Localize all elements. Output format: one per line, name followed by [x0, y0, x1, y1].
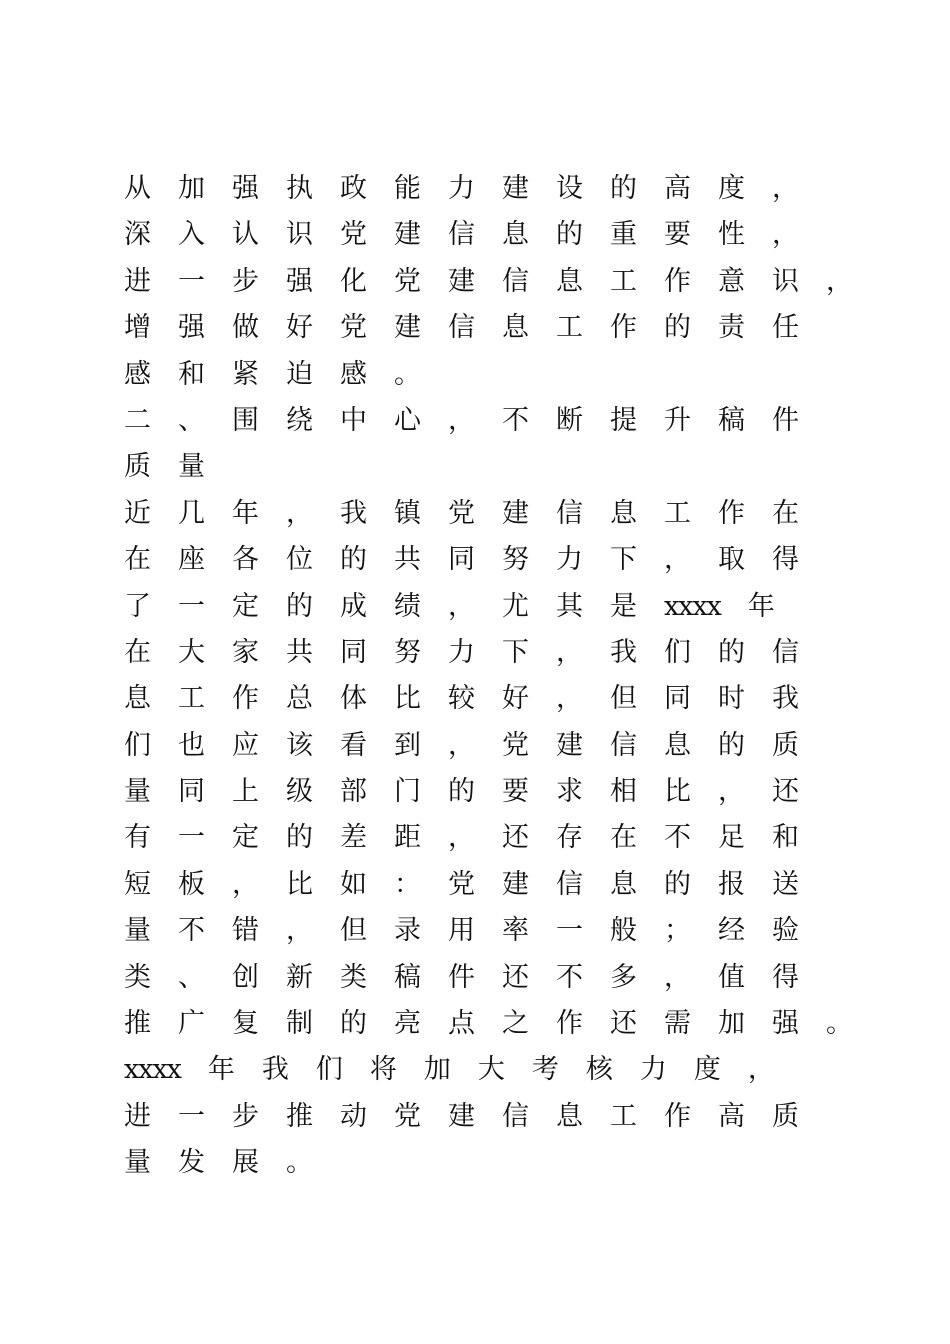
text-glyph: ，	[556, 683, 583, 715]
text-glyph: 和	[772, 822, 799, 854]
text-glyph: 多	[610, 961, 637, 993]
text-glyph: 识	[286, 219, 313, 251]
text-glyph: 类	[124, 961, 151, 993]
text-glyph: 质	[772, 729, 799, 761]
text-glyph: 将	[369, 1054, 397, 1086]
text-glyph: 新	[286, 961, 313, 993]
text-line	[124, 630, 814, 676]
text-glyph: 同	[448, 544, 475, 576]
section-heading-line	[124, 444, 814, 490]
text-glyph: 尤	[502, 590, 529, 622]
text-glyph: 在	[772, 497, 799, 529]
text-glyph: 力	[639, 1054, 667, 1086]
text-glyph: 率	[502, 915, 529, 947]
text-glyph: 在	[124, 544, 151, 576]
text-glyph: 稿	[718, 404, 745, 436]
text-glyph: 量	[124, 776, 151, 808]
text-glyph: 值	[718, 961, 745, 993]
text-glyph: 建	[556, 729, 583, 761]
text-glyph: 各	[232, 544, 259, 576]
text-glyph: 得	[772, 544, 799, 576]
text-glyph: 工	[178, 683, 205, 715]
text-glyph: 同	[178, 776, 205, 808]
text-glyph: ，	[664, 961, 691, 993]
text-glyph: 提	[610, 404, 637, 436]
text-glyph: 进	[124, 265, 151, 297]
text-glyph: 息	[124, 683, 151, 715]
text-glyph: 围	[232, 404, 259, 436]
text-glyph: ，	[448, 404, 475, 436]
text-glyph: 。	[394, 358, 421, 390]
text-glyph: 心	[394, 404, 421, 436]
text-glyph: 迫	[286, 358, 313, 390]
text-line	[124, 769, 814, 815]
text-glyph: 大	[477, 1054, 505, 1086]
text-glyph: 识	[772, 265, 799, 297]
text-glyph: 信	[502, 1100, 529, 1132]
text-glyph: 制	[286, 1008, 313, 1040]
text-glyph: 强	[178, 312, 205, 344]
text-glyph: 比	[664, 776, 691, 808]
text-glyph: 考	[531, 1054, 559, 1086]
text-glyph: 定	[232, 822, 259, 854]
text-glyph: 量	[124, 915, 151, 947]
text-glyph: 位	[286, 544, 313, 576]
text-line	[124, 212, 814, 258]
text-glyph: 能	[394, 173, 421, 204]
text-glyph: 但	[340, 915, 367, 947]
text-glyph: ，	[232, 868, 259, 900]
text-glyph: 录	[394, 915, 421, 947]
text-glyph: 需	[664, 1008, 691, 1040]
text-glyph: 力	[556, 544, 583, 576]
text-glyph: 步	[232, 265, 259, 297]
text-glyph: 部	[340, 776, 367, 808]
text-glyph: 断	[556, 404, 583, 436]
text-glyph: 一	[556, 915, 583, 947]
text-line	[124, 1094, 814, 1140]
text-glyph: 的	[340, 1008, 367, 1040]
text-line	[124, 491, 814, 537]
text-glyph: 核	[585, 1054, 613, 1086]
text-glyph: 送	[772, 868, 799, 900]
text-glyph: 较	[448, 683, 475, 715]
text-glyph: 年	[207, 1054, 235, 1086]
text-glyph: 党	[502, 729, 529, 761]
text-glyph: 板	[178, 868, 205, 900]
text-glyph: 中	[340, 404, 367, 436]
text-glyph: 成	[340, 590, 367, 622]
text-glyph: ，	[448, 822, 475, 854]
text-glyph: 其	[556, 590, 583, 622]
text-glyph: ；	[664, 915, 691, 947]
text-glyph: 要	[502, 776, 529, 808]
text-glyph: 同	[340, 636, 367, 668]
text-glyph: 一	[178, 265, 205, 297]
text-glyph: 验	[772, 915, 799, 947]
text-glyph: 高	[718, 1100, 745, 1132]
text-glyph: 量	[124, 1147, 151, 1179]
text-glyph: 般	[610, 915, 637, 947]
text-glyph: 一	[178, 822, 205, 854]
text-glyph: 度	[718, 173, 745, 204]
text-glyph: 亮	[394, 1008, 421, 1040]
text-glyph: 息	[556, 1100, 583, 1132]
text-glyph: 意	[718, 265, 745, 297]
text-glyph: 存	[556, 822, 583, 854]
text-line	[124, 815, 814, 861]
text-glyph: xxxx	[664, 590, 721, 622]
text-glyph: 错	[232, 915, 259, 947]
text-glyph: 信	[502, 265, 529, 297]
text-glyph: 息	[610, 868, 637, 900]
text-glyph: 下	[610, 544, 637, 576]
text-glyph: 的	[718, 729, 745, 761]
text-glyph: 但	[610, 683, 637, 715]
text-glyph: 报	[718, 868, 745, 900]
text-glyph: 共	[394, 544, 421, 576]
text-glyph: 家	[232, 636, 259, 668]
text-glyph: 相	[610, 776, 637, 808]
text-line	[124, 1140, 814, 1186]
text-glyph: 作	[232, 683, 259, 715]
text-line	[124, 259, 853, 305]
text-glyph: 我	[610, 636, 637, 668]
text-glyph: 绕	[286, 404, 313, 436]
text-glyph: 党	[448, 868, 475, 900]
text-glyph: 信	[556, 868, 583, 900]
text-glyph: 推	[124, 1008, 151, 1040]
text-glyph: 我	[261, 1054, 289, 1086]
text-glyph: 党	[448, 497, 475, 529]
text-glyph: 信	[610, 729, 637, 761]
text-glyph: 作	[664, 1100, 691, 1132]
text-glyph: 看	[340, 729, 367, 761]
text-glyph: 工	[610, 265, 637, 297]
text-glyph: 执	[286, 173, 313, 204]
text-glyph: 的	[286, 590, 313, 622]
text-line	[124, 1047, 814, 1093]
text-glyph: 到	[394, 729, 421, 761]
text-glyph: 二	[124, 404, 151, 436]
text-line	[124, 676, 814, 722]
text-glyph: 设	[556, 173, 583, 204]
text-glyph: 建	[502, 497, 529, 529]
text-glyph: 度	[693, 1054, 721, 1086]
text-glyph: 信	[556, 497, 583, 529]
text-glyph: 类	[340, 961, 367, 993]
text-glyph: ，	[718, 776, 745, 808]
text-glyph: 还	[502, 961, 529, 993]
text-glyph: 工	[664, 497, 691, 529]
text-glyph: 不	[556, 961, 583, 993]
text-glyph: ，	[772, 219, 799, 251]
text-line	[124, 166, 814, 212]
text-line	[124, 352, 814, 398]
text-glyph: 展	[232, 1147, 259, 1179]
text-glyph: 认	[232, 219, 259, 251]
text-glyph: 做	[232, 312, 259, 344]
text-glyph: 的	[718, 636, 745, 668]
text-glyph: 件	[772, 404, 799, 436]
text-glyph: 加	[178, 173, 205, 204]
text-glyph: 年	[232, 497, 259, 529]
text-glyph: 短	[124, 868, 151, 900]
text-glyph: 之	[502, 1008, 529, 1040]
text-glyph: 的	[556, 219, 583, 251]
text-glyph: 工	[556, 312, 583, 344]
text-glyph: 作	[610, 312, 637, 344]
text-glyph: 在	[124, 636, 151, 668]
text-glyph: 感	[340, 358, 367, 390]
text-line	[124, 908, 814, 954]
text-glyph: 的	[664, 868, 691, 900]
text-glyph: 建	[502, 868, 529, 900]
text-glyph: 进	[124, 1100, 151, 1132]
text-glyph: 比	[394, 683, 421, 715]
text-glyph: 推	[286, 1100, 313, 1132]
text-glyph: 好	[286, 312, 313, 344]
text-glyph: 强	[232, 173, 259, 204]
text-glyph: 建	[448, 265, 475, 297]
text-line	[124, 584, 814, 630]
text-glyph: 从	[124, 173, 151, 204]
text-glyph: 要	[664, 219, 691, 251]
text-glyph: 几	[178, 497, 205, 529]
text-glyph: 步	[232, 1100, 259, 1132]
text-glyph: 门	[394, 776, 421, 808]
text-line	[124, 305, 814, 351]
text-glyph: 。	[826, 1008, 853, 1040]
text-glyph: ，	[286, 915, 313, 947]
text-glyph: 比	[286, 868, 313, 900]
text-glyph: ，	[826, 265, 853, 297]
text-glyph: 用	[448, 915, 475, 947]
text-glyph: 息	[502, 219, 529, 251]
text-glyph: 稿	[394, 961, 421, 993]
text-glyph: 的	[610, 173, 637, 204]
text-glyph: 努	[394, 636, 421, 668]
text-glyph: 得	[772, 961, 799, 993]
section-heading-line	[124, 398, 814, 444]
text-glyph: 息	[610, 497, 637, 529]
text-glyph: 党	[340, 312, 367, 344]
text-glyph: ，	[664, 544, 691, 576]
text-glyph: 有	[124, 822, 151, 854]
text-glyph: 定	[232, 590, 259, 622]
text-glyph: 创	[232, 961, 259, 993]
text-glyph: 化	[340, 265, 367, 297]
text-glyph: 紧	[232, 358, 259, 390]
text-glyph: 我	[340, 497, 367, 529]
text-glyph: 量	[178, 451, 205, 483]
text-glyph: 信	[448, 312, 475, 344]
text-glyph: 的	[448, 776, 475, 808]
text-glyph: 的	[340, 544, 367, 576]
text-line	[124, 537, 814, 583]
text-glyph: 年	[747, 590, 775, 622]
text-glyph: ，	[556, 636, 583, 668]
text-glyph: 也	[178, 729, 205, 761]
text-glyph: 党	[394, 265, 421, 297]
text-glyph: 。	[286, 1147, 313, 1179]
text-glyph: 取	[718, 544, 745, 576]
text-glyph: 求	[556, 776, 583, 808]
text-glyph: 绩	[394, 590, 421, 622]
text-glyph: 在	[610, 822, 637, 854]
text-glyph: 时	[718, 683, 745, 715]
text-glyph: 信	[772, 636, 799, 668]
text-glyph: ，	[286, 497, 313, 529]
text-glyph: 点	[448, 1008, 475, 1040]
text-glyph: 总	[286, 683, 313, 715]
text-glyph: 息	[556, 265, 583, 297]
text-glyph: 距	[394, 822, 421, 854]
text-glyph: 大	[178, 636, 205, 668]
text-glyph: 不	[178, 915, 205, 947]
text-glyph: ，	[448, 590, 475, 622]
text-glyph: ：	[394, 868, 421, 900]
document-body	[124, 166, 853, 1187]
text-glyph: 一	[178, 1100, 205, 1132]
text-glyph: 和	[178, 358, 205, 390]
text-glyph: 任	[772, 312, 799, 344]
text-glyph: 我	[772, 683, 799, 715]
text-glyph: 息	[664, 729, 691, 761]
text-glyph: 同	[664, 683, 691, 715]
text-glyph: 感	[124, 358, 151, 390]
text-glyph: 镇	[394, 497, 421, 529]
text-glyph: 共	[286, 636, 313, 668]
text-glyph: 好	[502, 683, 529, 715]
text-glyph: 还	[610, 1008, 637, 1040]
text-glyph: 不	[502, 404, 529, 436]
text-glyph: 件	[448, 961, 475, 993]
text-glyph: 如	[340, 868, 367, 900]
text-glyph: 座	[178, 544, 205, 576]
text-glyph: ，	[448, 729, 475, 761]
text-glyph: 作	[556, 1008, 583, 1040]
text-glyph: 作	[718, 497, 745, 529]
text-glyph: ，	[772, 173, 799, 204]
text-glyph: 复	[232, 1008, 259, 1040]
text-line	[124, 723, 814, 769]
text-glyph: 入	[178, 219, 205, 251]
text-glyph: 不	[664, 822, 691, 854]
text-glyph: 力	[448, 173, 475, 204]
text-glyph: 的	[286, 822, 313, 854]
text-glyph: 们	[124, 729, 151, 761]
text-glyph: 作	[664, 265, 691, 297]
text-glyph: 差	[340, 822, 367, 854]
text-glyph: 还	[772, 776, 799, 808]
text-glyph: 上	[232, 776, 259, 808]
text-line	[124, 955, 814, 1001]
text-glyph: 足	[718, 822, 745, 854]
text-glyph: 还	[502, 822, 529, 854]
text-glyph: 、	[178, 404, 205, 436]
text-glyph: 近	[124, 497, 151, 529]
text-glyph: 努	[502, 544, 529, 576]
text-glyph: 加	[718, 1008, 745, 1040]
text-glyph: 发	[178, 1147, 205, 1179]
text-line	[124, 862, 814, 908]
text-glyph: 党	[394, 1100, 421, 1132]
text-glyph: 建	[394, 312, 421, 344]
text-glyph: 一	[178, 590, 205, 622]
text-glyph: 强	[772, 1008, 799, 1040]
text-glyph: 力	[448, 636, 475, 668]
text-glyph: 增	[124, 312, 151, 344]
text-glyph: 重	[610, 219, 637, 251]
text-glyph: 们	[315, 1054, 343, 1086]
text-glyph: 升	[664, 404, 691, 436]
text-glyph: 息	[502, 312, 529, 344]
text-glyph: 是	[610, 590, 637, 622]
text-line	[124, 1001, 853, 1047]
text-glyph: 们	[664, 636, 691, 668]
text-glyph: 建	[502, 173, 529, 204]
text-glyph: 应	[232, 729, 259, 761]
text-glyph: 的	[664, 312, 691, 344]
text-glyph: 体	[340, 683, 367, 715]
text-glyph: 质	[772, 1100, 799, 1132]
text-glyph: 性	[718, 219, 745, 251]
text-glyph: 级	[286, 776, 313, 808]
text-glyph: 强	[286, 265, 313, 297]
text-glyph: 信	[448, 219, 475, 251]
text-glyph: xxxx	[124, 1054, 181, 1086]
text-glyph: 建	[448, 1100, 475, 1132]
text-glyph: 、	[178, 961, 205, 993]
text-glyph: 建	[394, 219, 421, 251]
text-glyph: 党	[340, 219, 367, 251]
text-glyph: 广	[178, 1008, 205, 1040]
text-glyph: 了	[124, 590, 151, 622]
text-glyph: 加	[423, 1054, 451, 1086]
text-glyph: 动	[340, 1100, 367, 1132]
text-glyph: 经	[718, 915, 745, 947]
text-glyph: 下	[502, 636, 529, 668]
text-glyph: 质	[124, 451, 151, 483]
text-glyph: 工	[610, 1100, 637, 1132]
text-glyph: 责	[718, 312, 745, 344]
text-glyph: 政	[340, 173, 367, 204]
text-glyph: 高	[664, 173, 691, 204]
text-glyph: ，	[747, 1054, 775, 1086]
text-glyph: 该	[286, 729, 313, 761]
text-glyph: 深	[124, 219, 151, 251]
